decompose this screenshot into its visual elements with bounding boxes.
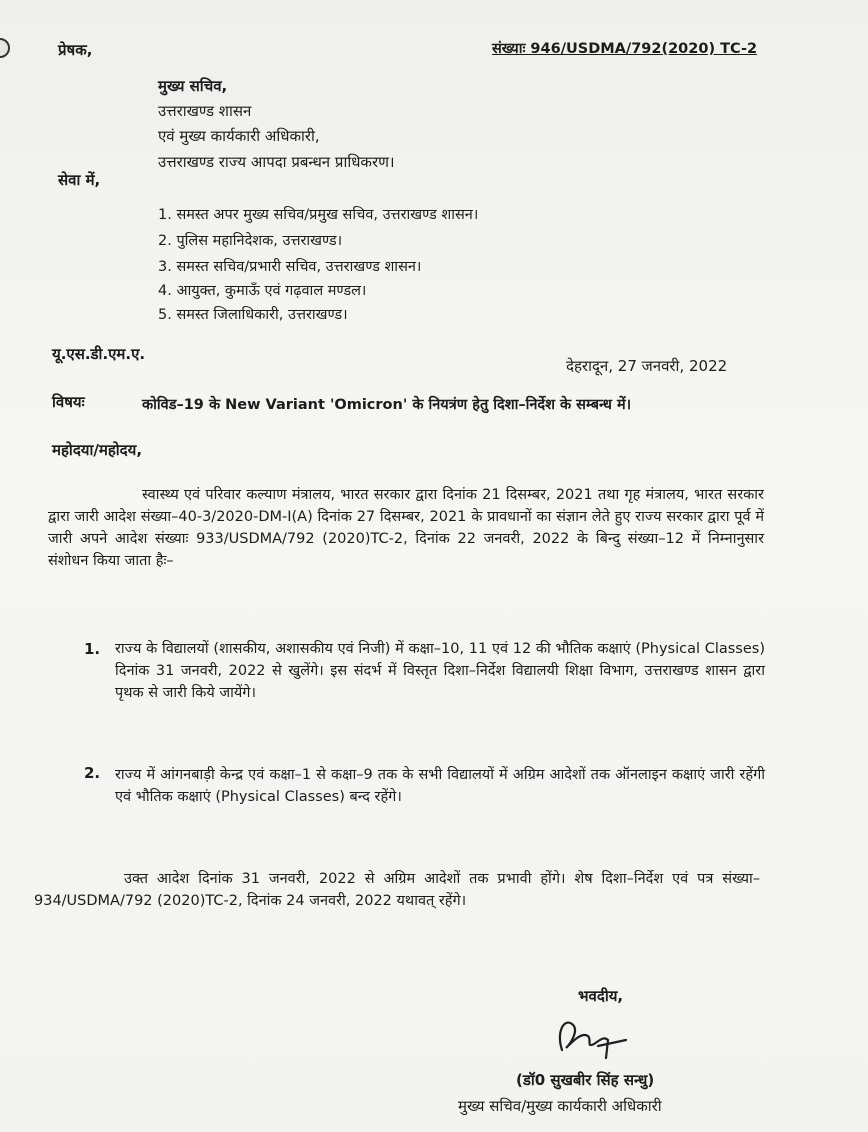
subject-label: विषयः bbox=[52, 393, 85, 411]
point-2-number: 2. bbox=[84, 764, 101, 782]
signatory-name: (डॉ0 सुखबीर सिंह सन्धु) bbox=[516, 1071, 655, 1089]
sender-label: प्रेषक, bbox=[58, 41, 93, 59]
recipient-1: 1. समस्त अपर मुख्य सचिव/प्रमुख सचिव, उत्तराखण्ड शासन। bbox=[158, 207, 479, 223]
point-2-text: राज्य में आंगनबाड़ी केन्द्र एवं कक्षा–1 से कक्षा–9 तक के सभी विद्यालयों में अग्रिम आदेशों तक ऑनलाइन कक्षाएं जारी रहेंगी एवं भौतिक कक्षाएं (Physical Classes) बन्द रहेंगे। bbox=[115, 767, 765, 805]
place-date: देहरादून, 27 जनवरी, 2022 bbox=[566, 357, 728, 375]
recipient-5: 5. समस्त जिलाधिकारी, उत्तराखण्ड। bbox=[158, 307, 348, 323]
recipient-4: 4. आयुक्त, कुमाऊँ एवं गढ़वाल मण्डल। bbox=[158, 283, 367, 299]
point-1-text: राज्य के विद्यालयों (शासकीय, अशासकीय एवं निजी) में कक्षा–10, 11 एवं 12 की भौतिक कक्षाएं (Physical Classes) दिनांक 31 जनवरी, 2022 से खुलेंगे। इस संदर्भ में विस्तृत दिशा–निर्देश विद्यालयी शिक्षा विभाग, उत्तराखण्ड शासन द्वारा पृथक से जारी किये जायेंगे। bbox=[115, 641, 765, 701]
salutation: महोदया/महोदय, bbox=[52, 441, 143, 459]
intro-paragraph: स्वास्थ्य एवं परिवार कल्याण मंत्रालय, भारत सरकार द्वारा दिनांक 21 दिसम्बर, 2021 तथा गृह मंत्रालय, भारत सरकार द्वारा जारी आदेश संख्या–40-3/2020-DM-I(A) दिनांक 27 दिसम्बर, 2021 के प्रावधानों का संज्ञान लेते हुए राज्य सरकार द्वारा पूर्व में जारी अपने आदेश संख्याः 933/USDMA/792 (2020)TC-2, दिनांक 22 जनवरी, 2022 के बिन्दु संख्या–12 में निम्नानुसार संशोधन किया जाता हैः– bbox=[48, 487, 764, 569]
sender-line-2: उत्तराखण्ड शासन bbox=[158, 102, 252, 120]
signatory-designation: मुख्य सचिव/मुख्य कार्यकारी अधिकारी bbox=[458, 1097, 662, 1115]
reference-number: संख्याः 946/USDMA/792(2020) TC-2 bbox=[492, 41, 758, 57]
point-1-number: 1. bbox=[84, 640, 101, 658]
handwritten-signature bbox=[548, 1010, 638, 1066]
sender-line-1: मुख्य सचिव, bbox=[158, 77, 228, 95]
closing-paragraph: उक्त आदेश दिनांक 31 जनवरी, 2022 से अग्रिम आदेशों तक प्रभावी होंगे। शेष दिशा–निर्देश एवं पत्र संख्या–934/USDMA/792 (2020)TC-2, दिनांक 24 जनवरी, 2022 यथावत् रहेंगे। bbox=[34, 871, 760, 909]
recipient-2: 2. पुलिस महानिदेशक, उत्तराखण्ड। bbox=[158, 233, 343, 249]
sender-line-3: एवं मुख्य कार्यकारी अधिकारी, bbox=[158, 127, 320, 145]
complimentary-close: भवदीय, bbox=[578, 987, 624, 1005]
office-abbreviation: यू.एस.डी.एम.ए. bbox=[52, 345, 146, 363]
recipient-3: 3. समस्त सचिव/प्रभारी सचिव, उत्तराखण्ड शासन। bbox=[158, 259, 422, 275]
to-label: सेवा में, bbox=[58, 171, 101, 189]
sender-line-4: उत्तराखण्ड राज्य आपदा प्रबन्धन प्राधिकरण। bbox=[158, 153, 395, 171]
punch-hole-mark bbox=[0, 38, 10, 58]
subject-text: कोविड–19 के New Variant 'Omicron' के नियत्रंण हेतु दिशा–निर्देश के सम्बन्ध में। bbox=[142, 397, 632, 413]
